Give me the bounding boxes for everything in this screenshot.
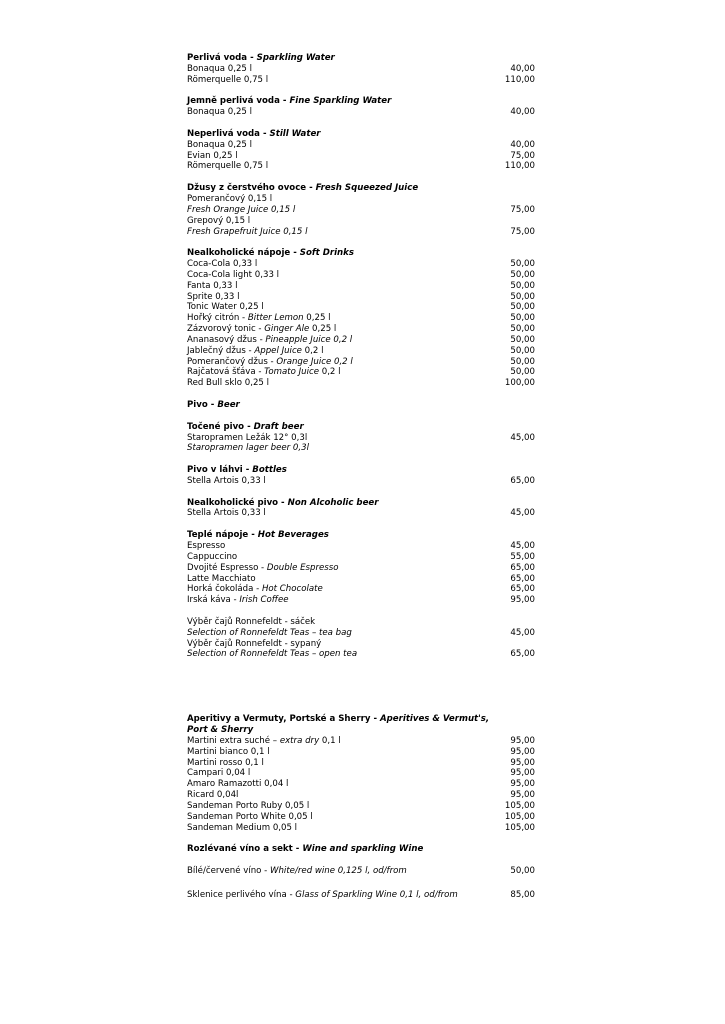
- menu-section-beer: [187, 400, 539, 411]
- item-price: 75,00: [510, 226, 535, 237]
- item-price: 105,00: [504, 811, 535, 822]
- item-name: Jablečný džus -: [187, 345, 255, 356]
- menu-item: [187, 747, 539, 758]
- menu-item: [187, 75, 539, 86]
- menu-item: [187, 617, 539, 628]
- drinks-menu: [187, 53, 539, 912]
- menu-item: [187, 812, 539, 823]
- menu-item: [187, 552, 539, 563]
- item-name-en: Irish Coffee: [239, 595, 289, 606]
- item-price: 75,00: [510, 150, 535, 161]
- item-name-en: Appel Juice: [254, 345, 302, 356]
- item-price: 75,00: [510, 204, 535, 215]
- menu-section-soft-drinks: [187, 248, 539, 389]
- menu-item: [187, 779, 539, 790]
- menu-item: [187, 628, 539, 639]
- item-price: 95,00: [510, 595, 535, 606]
- item-name: Römerquelle 0,75 l: [187, 74, 269, 85]
- menu-item: [187, 508, 539, 519]
- menu-item: [187, 205, 539, 216]
- menu-item: [187, 367, 539, 378]
- item-name-en: Hot Chocolate: [261, 584, 323, 595]
- item-name: Amaro Ramazotti 0,04 l: [187, 779, 289, 790]
- section-heading-en: Fresh Squeezed Juice: [315, 183, 419, 194]
- item-name-en: Bitter Lemon: [247, 313, 304, 324]
- item-name: Horká čokoláda -: [187, 584, 262, 595]
- item-name-en: Orange Juice 0,2 l: [276, 356, 353, 367]
- item-price: 110,00: [504, 74, 535, 85]
- item-name-en: extra dry: [279, 735, 320, 746]
- menu-item: [187, 574, 539, 585]
- item-name: Zázvorový tonic -: [187, 324, 265, 335]
- item-name: Römerquelle 0,75 l: [187, 161, 269, 172]
- section-heading-cz: Džusy z čerstvého ovoce -: [187, 183, 316, 194]
- menu-section-fine-sparkling-water: [187, 96, 539, 118]
- item-price: 50,00: [510, 866, 535, 877]
- item-name: Bílé/červené víno -: [187, 866, 270, 877]
- section-heading-en: Hot Beverages: [257, 530, 329, 541]
- item-volume: 0,2 l: [301, 345, 324, 356]
- menu-item: [187, 216, 539, 227]
- item-price: 95,00: [510, 779, 535, 790]
- item-price: 40,00: [510, 63, 535, 74]
- menu-item: [187, 346, 539, 357]
- section-heading-cz: Pivo -: [187, 400, 218, 410]
- menu-item: [187, 161, 539, 172]
- menu-section-aperitives: [187, 714, 539, 833]
- item-price: 50,00: [510, 356, 535, 367]
- item-name: Stella Artois 0,33 l: [187, 508, 266, 519]
- item-name-en: White/red wine 0,125 l, od/from: [269, 866, 407, 877]
- item-name: Tonic Water 0,25 l: [187, 302, 264, 313]
- item-name-en: Selection of Ronnefeldt Teas – tea bag: [187, 627, 352, 638]
- section-heading: [187, 183, 539, 194]
- menu-item: [187, 64, 539, 75]
- item-name: Hořký citrón -: [187, 313, 248, 324]
- item-name: Ananasový džus -: [187, 334, 266, 345]
- menu-item: [187, 476, 539, 487]
- menu-item: [187, 801, 539, 812]
- item-name: Martini extra suché –: [187, 735, 280, 746]
- item-price: 50,00: [510, 280, 535, 291]
- item-price: 65,00: [510, 649, 535, 660]
- menu-item: [187, 736, 539, 747]
- menu-item: [187, 790, 539, 801]
- item-price: 95,00: [510, 768, 535, 779]
- menu-section-draft-beer: [187, 422, 539, 455]
- section-heading: [187, 248, 539, 259]
- item-name: Stella Artois 0,33 l: [187, 475, 266, 486]
- menu-item: [187, 768, 539, 779]
- item-price: 85,00: [510, 889, 535, 900]
- item-name: Cappuccino: [187, 551, 238, 562]
- section-heading-en: Beer: [217, 400, 240, 410]
- item-name: Rajčatová šťáva -: [187, 367, 265, 378]
- menu-item: [187, 194, 539, 205]
- item-volume: 0,25 l: [309, 324, 337, 335]
- section-heading-cz: Aperitivy a Vermuty, Portské a Sherry -: [187, 714, 380, 725]
- section-heading: [187, 498, 539, 509]
- item-price: 95,00: [510, 757, 535, 768]
- menu-item: [187, 313, 539, 324]
- item-price: 50,00: [510, 259, 535, 270]
- item-name-en: Double Espresso: [266, 562, 339, 573]
- item-name: Sklenice perlivého vína -: [187, 889, 296, 900]
- item-price: 110,00: [504, 161, 535, 172]
- item-price: 45,00: [510, 432, 535, 443]
- item-name: Red Bull sklo 0,25 l: [187, 378, 269, 389]
- item-name: Výběr čajů Ronnefeldt - sáček: [187, 616, 316, 627]
- menu-item: [187, 107, 539, 118]
- menu-item: [187, 890, 539, 901]
- item-price: 55,00: [510, 551, 535, 562]
- item-name: Dvojité Espresso -: [187, 562, 267, 573]
- item-price: 50,00: [510, 313, 535, 324]
- section-heading: [187, 714, 539, 725]
- section-heading-cz: Teplé nápoje -: [187, 530, 258, 541]
- menu-item: [187, 378, 539, 389]
- item-name: Grepový 0,15 l: [187, 215, 251, 226]
- section-heading-cz: Točené pivo -: [187, 421, 254, 432]
- menu-item: [187, 433, 539, 444]
- item-name: Evian 0,25 l: [187, 150, 238, 161]
- section-heading: [187, 129, 539, 140]
- menu-item: [187, 595, 539, 606]
- section-heading-en: Non Alcoholic beer: [287, 497, 379, 508]
- section-heading-continued: [187, 725, 539, 736]
- section-heading: [187, 465, 539, 476]
- item-name: Fanta 0,33 l: [187, 280, 238, 291]
- menu-section-tea: [187, 617, 539, 660]
- item-price: 65,00: [510, 562, 535, 573]
- spacer: [187, 855, 539, 866]
- menu-item: [187, 541, 539, 552]
- menu-item: [187, 758, 539, 769]
- menu-section-sparkling-water: [187, 53, 539, 86]
- menu-item: [187, 649, 539, 660]
- section-heading: [187, 96, 539, 107]
- item-name: Coca-Cola light 0,33 l: [187, 269, 280, 280]
- item-volume: 0,25 l: [303, 313, 331, 324]
- menu-item: [187, 140, 539, 151]
- section-heading: [187, 844, 539, 855]
- item-price: 40,00: [510, 139, 535, 150]
- menu-item: [187, 443, 539, 454]
- item-name: Ricard 0,04l: [187, 790, 239, 801]
- item-price: 100,00: [504, 378, 535, 389]
- item-name: Latte Macchiato: [187, 573, 256, 584]
- item-price: 105,00: [504, 822, 535, 833]
- menu-section-hot-beverages: [187, 530, 539, 606]
- menu-item: [187, 302, 539, 313]
- menu-item: [187, 259, 539, 270]
- item-price: 45,00: [510, 540, 535, 551]
- item-name-en: Fresh Orange Juice 0,15 l: [187, 204, 296, 215]
- menu-item: [187, 270, 539, 281]
- item-price: 50,00: [510, 269, 535, 280]
- spacer: [187, 877, 539, 890]
- menu-section-bottles: [187, 465, 539, 487]
- item-name: Sandeman Porto White 0,05 l: [187, 811, 313, 822]
- menu-item: [187, 866, 539, 877]
- item-name: Bonaqua 0,25 l: [187, 139, 253, 150]
- item-name-en: Tomato Juice: [264, 367, 319, 378]
- menu-section-juice: [187, 183, 539, 237]
- section-heading: [187, 530, 539, 541]
- section-heading-en: Draft beer: [253, 421, 304, 432]
- menu-item: [187, 584, 539, 595]
- item-name-en: Glass of Sparkling Wine 0,1 l, od/from: [295, 889, 458, 900]
- menu-item: [187, 281, 539, 292]
- item-name-en: Selection of Ronnefeldt Teas – open tea: [187, 649, 358, 660]
- menu-item: [187, 357, 539, 368]
- item-price: 40,00: [510, 107, 535, 118]
- section-heading-cz: Nealkoholické nápoje -: [187, 248, 300, 259]
- item-name: Martini bianco 0,1 l: [187, 746, 270, 757]
- item-name: Sandeman Porto Ruby 0,05 l: [187, 801, 310, 811]
- item-price: 65,00: [510, 475, 535, 486]
- menu-item: [187, 823, 539, 834]
- item-price: 50,00: [510, 345, 535, 356]
- menu-item: [187, 335, 539, 346]
- section-heading-cz: Pivo v láhvi -: [187, 465, 253, 476]
- section-heading-en: Sparkling Water: [256, 53, 335, 63]
- section-heading-en: Bottles: [252, 465, 287, 476]
- item-name: Staropramen Ležák 12° 0,3l: [187, 432, 308, 443]
- item-price: 50,00: [510, 302, 535, 313]
- item-name: Bonaqua 0,25 l: [187, 63, 253, 74]
- section-heading-en: Still Water: [269, 128, 321, 139]
- item-price: 95,00: [510, 790, 535, 801]
- section-heading-en: Wine and sparkling Wine: [302, 844, 424, 855]
- item-name: Coca-Cola 0,33 l: [187, 259, 258, 270]
- item-name: Sprite 0,33 l: [187, 291, 240, 302]
- menu-item: [187, 292, 539, 303]
- menu-section-wine: [187, 844, 539, 900]
- section-heading-en: Soft Drinks: [299, 248, 354, 259]
- menu-section-non-alcoholic-beer: [187, 498, 539, 520]
- item-price: 50,00: [510, 367, 535, 378]
- item-name: Espresso: [187, 540, 226, 551]
- item-name-en: Staropramen lager beer 0,3l: [187, 443, 309, 454]
- item-price: 95,00: [510, 735, 535, 746]
- item-name: Výběr čajů Ronnefeldt - sypaný: [187, 638, 322, 649]
- menu-item: [187, 639, 539, 650]
- item-name: Martini rosso 0,1 l: [187, 757, 264, 768]
- item-price: 95,00: [510, 746, 535, 757]
- section-heading-en-2: Port & Sherry: [187, 725, 254, 736]
- item-volume: 0,1 l: [319, 735, 341, 746]
- item-price: 65,00: [510, 573, 535, 584]
- item-price: 50,00: [510, 334, 535, 345]
- item-price: 45,00: [510, 627, 535, 638]
- item-name: Irská káva -: [187, 595, 240, 606]
- item-name: Campari 0,04 l: [187, 768, 251, 779]
- item-price: 65,00: [510, 584, 535, 595]
- section-heading-cz: Jemně perlivá voda -: [187, 96, 290, 107]
- item-name: Bonaqua 0,25 l: [187, 107, 253, 118]
- section-heading-cz: Neperlivá voda -: [187, 128, 270, 139]
- menu-item: [187, 151, 539, 162]
- item-price: 50,00: [510, 324, 535, 335]
- item-name: Pomerančový džus -: [187, 356, 277, 367]
- section-heading-en: Aperitives & Vermut's,: [380, 714, 490, 725]
- item-price: 50,00: [510, 291, 535, 302]
- item-name: Pomerančový 0,15 l: [187, 193, 273, 204]
- section-heading-cz: Rozlévané víno a sekt -: [187, 844, 303, 855]
- item-price: 105,00: [504, 801, 535, 811]
- item-name-en: Fresh Grapefruit Juice 0,15 l: [187, 226, 308, 237]
- section-heading: [187, 53, 539, 64]
- item-price: 45,00: [510, 508, 535, 519]
- menu-item: [187, 227, 539, 238]
- section-heading-cz: Perlivá voda -: [187, 53, 257, 63]
- menu-section-still-water: [187, 129, 539, 172]
- item-name: Sandeman Medium 0,05 l: [187, 822, 298, 833]
- menu-item: [187, 563, 539, 574]
- section-heading-cz: Nealkoholické pivo -: [187, 497, 288, 508]
- menu-item: [187, 324, 539, 335]
- item-name-en: Pineapple Juice 0,2 l: [265, 334, 353, 345]
- section-heading: [187, 400, 539, 411]
- item-name-en: Ginger Ale: [264, 324, 310, 335]
- section-heading: [187, 422, 539, 433]
- section-heading-en: Fine Sparkling Water: [289, 96, 392, 107]
- item-volume: 0,2 l: [319, 367, 341, 378]
